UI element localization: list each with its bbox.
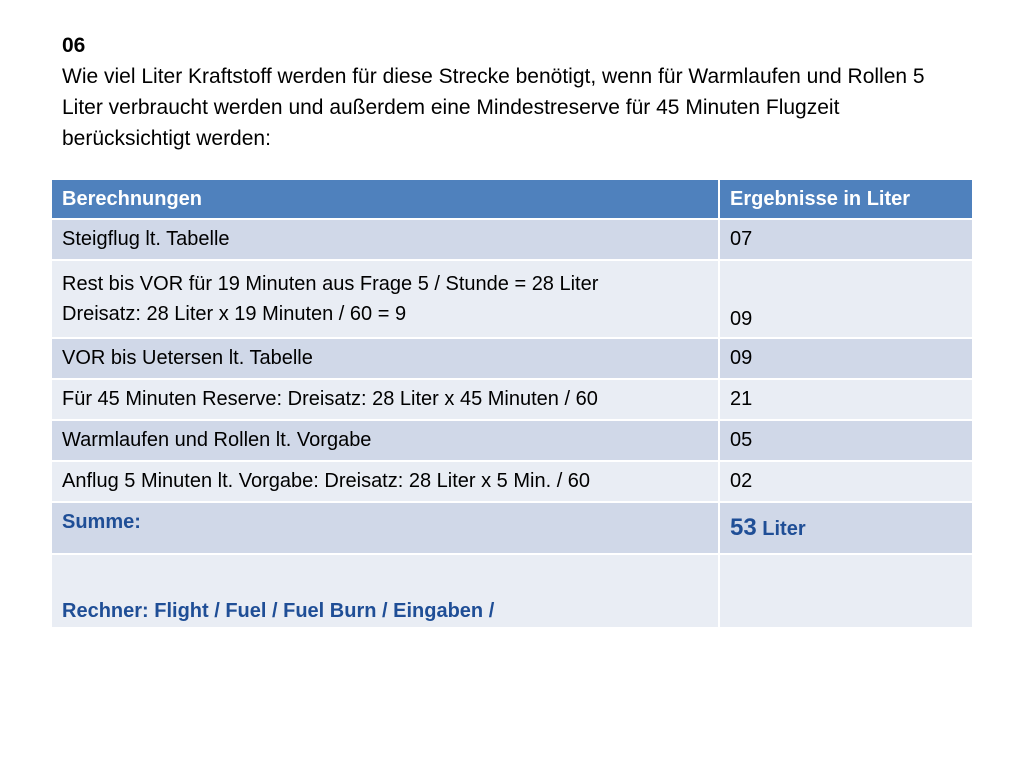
rechner-row xyxy=(52,554,972,628)
sum-row xyxy=(52,502,972,554)
result-cell: 07 xyxy=(719,219,972,260)
table-row xyxy=(52,260,972,338)
sum-result-cell xyxy=(719,502,972,554)
calc-cell: VOR bis Uetersen lt. Tabelle xyxy=(52,338,719,379)
calc-cell: Anflug 5 Minuten lt. Vorgabe: Dreisatz: 28 Liter x 5 Min. / 60 xyxy=(52,461,719,502)
table-row xyxy=(52,338,972,379)
result-cell: 09 xyxy=(719,260,972,338)
calc-line: Dreisatz: 28 Liter x 19 Minuten / 60 = 9 xyxy=(62,303,407,325)
calculation-table xyxy=(52,180,972,629)
calc-cell: Für 45 Minuten Reserve: Dreisatz: 28 Liter x 45 Minuten / 60 xyxy=(52,379,719,420)
calc-cell: Warmlaufen und Rollen lt. Vorgabe xyxy=(52,420,719,461)
sum-label: Summe: xyxy=(52,502,719,554)
result-cell: 09 xyxy=(719,338,972,379)
calc-cell: Steigflug lt. Tabelle xyxy=(52,219,719,260)
sum-unit: Liter xyxy=(762,518,806,540)
table-row xyxy=(52,219,972,260)
calc-cell xyxy=(52,260,719,338)
question-text: Wie viel Liter Kraftstoff werden für diese Strecke benötigt, wenn für Warmlaufen und Rollen 5 Liter verbraucht werden und außerdem eine Mindestreserve für 45 Minuten Flugzeit berücksichtigt werden: xyxy=(62,65,925,150)
rechner-text: Rechner: Flight / Fuel / Fuel Burn / Eingaben / xyxy=(52,554,719,628)
table-row xyxy=(52,461,972,502)
header-berechnungen: Berechnungen xyxy=(52,180,719,219)
sum-value: 53 xyxy=(730,514,757,541)
rechner-empty-cell xyxy=(719,554,972,628)
question-block xyxy=(62,30,962,154)
table-row xyxy=(52,379,972,420)
result-cell: 02 xyxy=(719,461,972,502)
table-row xyxy=(52,420,972,461)
result-cell: 21 xyxy=(719,379,972,420)
result-cell: 05 xyxy=(719,420,972,461)
calc-line: Rest bis VOR für 19 Minuten aus Frage 5 / Stunde = 28 Liter xyxy=(62,273,599,295)
table-header-row xyxy=(52,180,972,219)
question-number: 06 xyxy=(62,34,86,57)
header-ergebnisse: Ergebnisse in Liter xyxy=(719,180,972,219)
